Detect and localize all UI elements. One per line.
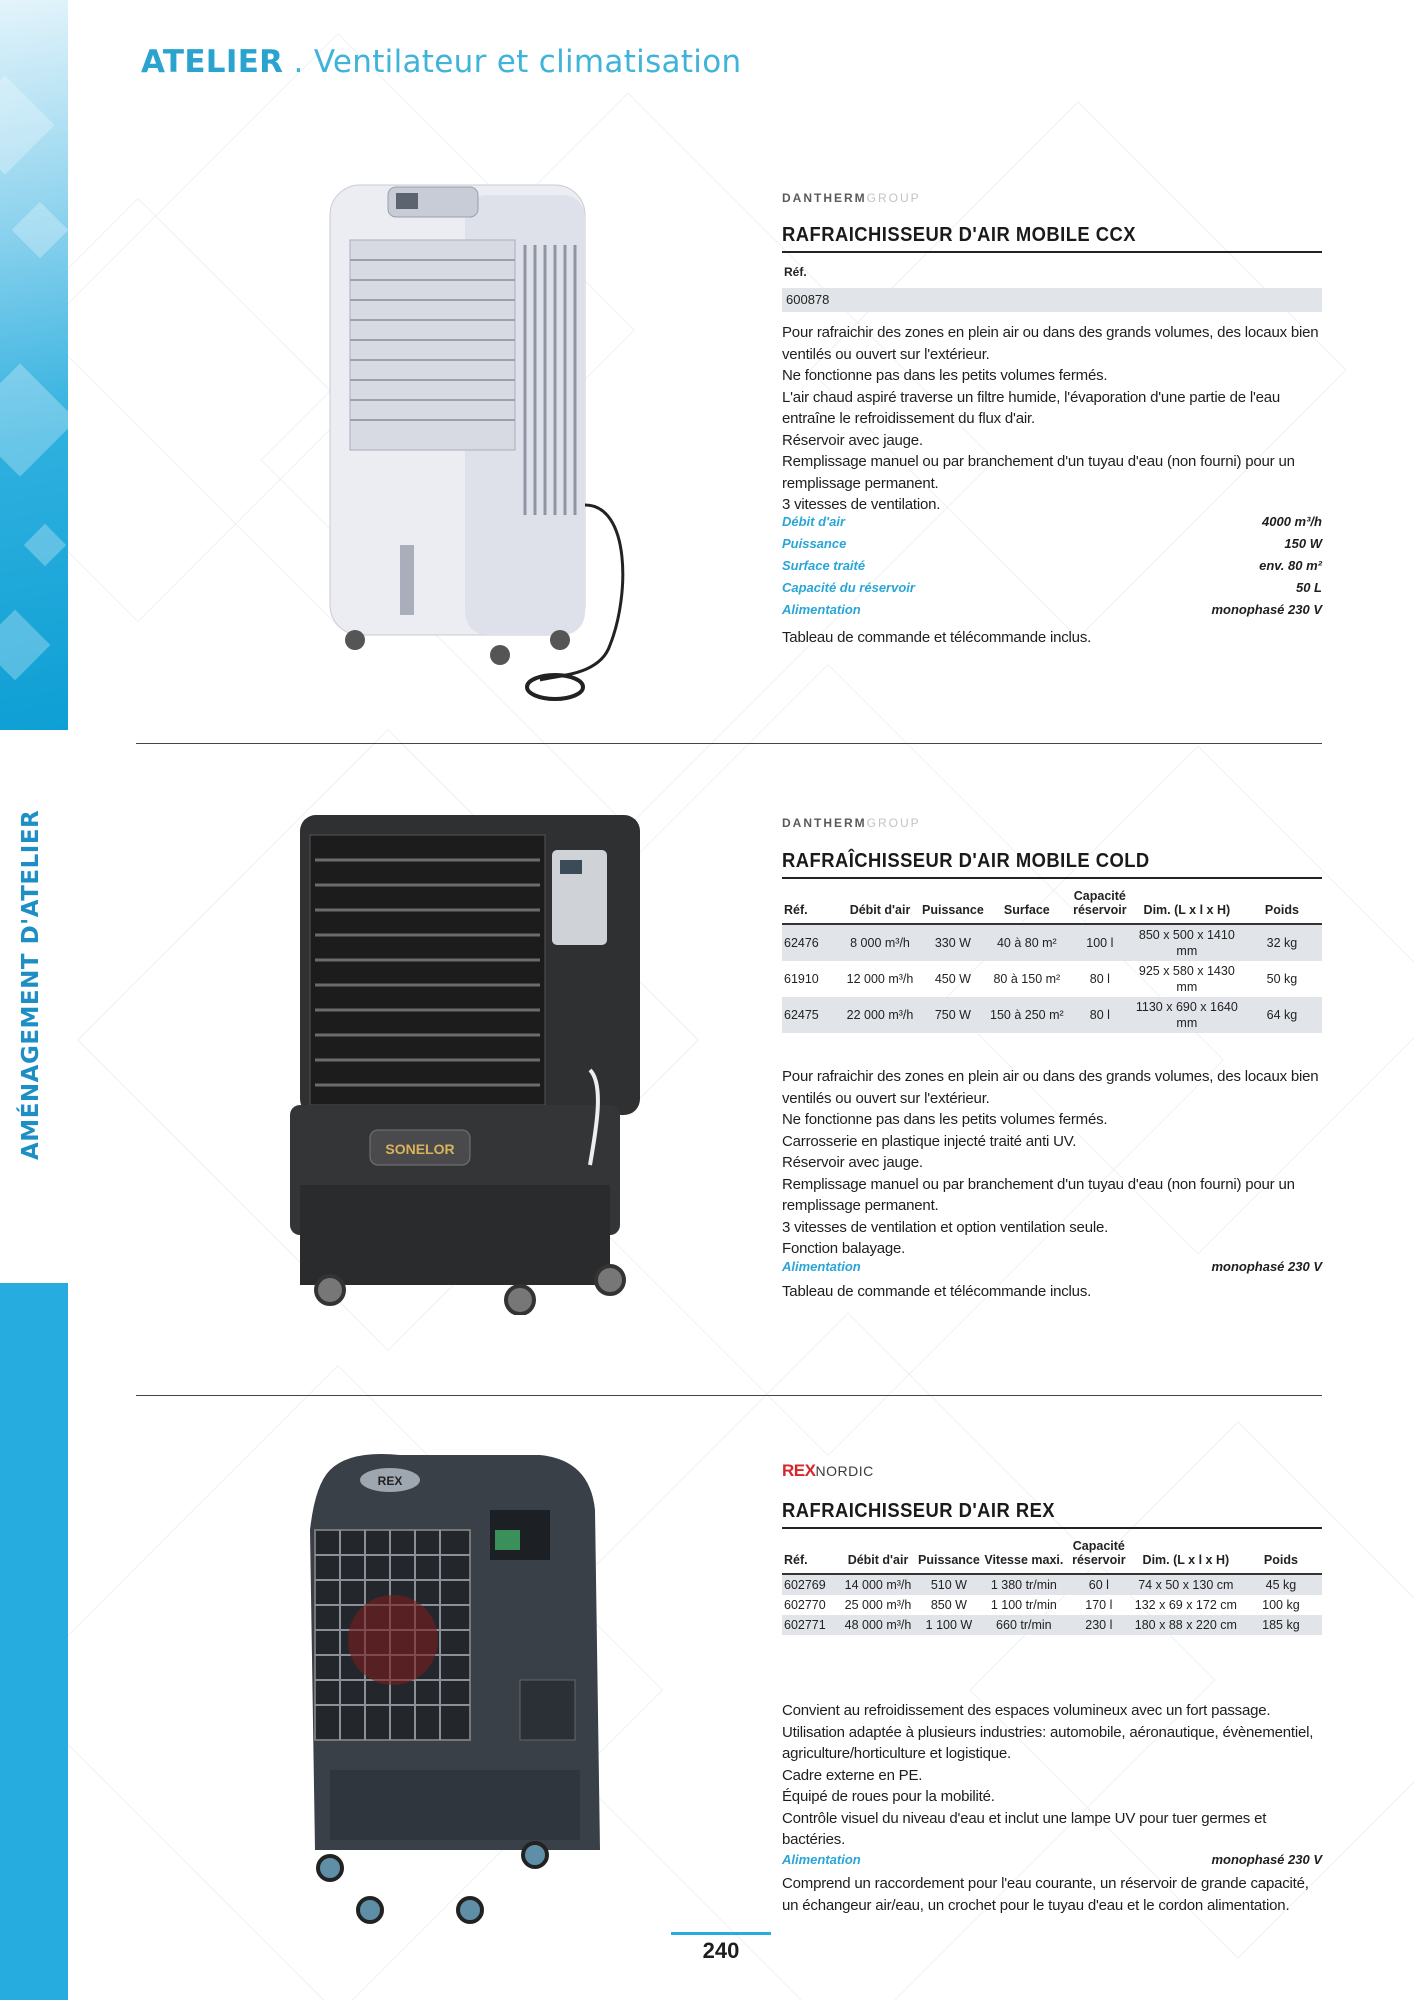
table-cell: 22 000 m³/h <box>846 1008 914 1022</box>
section-divider <box>136 743 1322 744</box>
product-image-cold <box>290 805 660 1315</box>
spec-key: Alimentation <box>782 1259 861 1274</box>
spec-key: Alimentation <box>782 602 861 617</box>
side-decoration-bottom <box>0 1283 68 2000</box>
table-cell: 602770 <box>784 1598 826 1612</box>
product-title-rex: RAFRAICHISSEUR D'AIR REX <box>782 1500 1056 1522</box>
section-divider <box>136 1395 1322 1396</box>
description-line: Fonction balayage. <box>782 1240 906 1257</box>
description-line: Pour rafraichir des zones en plein air ou dans des grands volumes, des locaux bien ventilés ou ouvert sur l'extérieur. <box>782 324 1319 363</box>
product-description-cold <box>782 1066 1322 1260</box>
table-header-row <box>782 885 1322 924</box>
brand-main: DANTHERM <box>782 191 867 205</box>
table-cell: 25 000 m³/h <box>844 1598 912 1612</box>
table-cell: 230 l <box>1085 1618 1113 1632</box>
spec-key: Surface traité <box>782 558 866 573</box>
description-line: 3 vitesses de ventilation. <box>782 496 941 513</box>
spec-value: 50 L <box>1295 580 1322 595</box>
column-header: Vitesse maxi. <box>984 1553 1064 1567</box>
title-underline <box>782 251 1322 253</box>
table-cell: 330 W <box>934 936 971 950</box>
table-cell: 60 l <box>1088 1578 1109 1592</box>
column-header: Réf. <box>784 1553 808 1567</box>
column-header: Capacité réservoir <box>1072 1539 1126 1567</box>
table-cell: 660 tr/min <box>996 1618 1052 1632</box>
column-header: Dim. (L x l x H) <box>1142 1553 1230 1567</box>
description-line: Cadre externe en PE. <box>782 1766 923 1784</box>
table-cell: 62475 <box>784 1008 819 1022</box>
product-image-rex <box>290 1450 620 1930</box>
table-row <box>782 961 1322 997</box>
table-row <box>782 997 1322 1033</box>
table-cell: 80 l <box>1089 1008 1110 1022</box>
brand-main: DANTHERM <box>782 816 867 830</box>
cold-image-logo: SONELOR <box>385 1141 455 1157</box>
table-cell: 45 kg <box>1265 1578 1297 1592</box>
table-cell: 850 x 500 x 1410 mm <box>1138 928 1235 958</box>
table-cell: 48 000 m³/h <box>844 1618 912 1632</box>
spec-value: 4000 m³/h <box>1262 514 1322 529</box>
table-cell: 100 kg <box>1262 1598 1300 1612</box>
page-header <box>141 44 741 80</box>
spec-key: Capacité du réservoir <box>782 580 915 595</box>
table-cell: 80 l <box>1089 972 1110 986</box>
table-cell: 150 à 250 m² <box>990 1008 1064 1022</box>
column-header: Débit d'air <box>847 1553 909 1567</box>
column-header: Poids <box>1264 903 1299 917</box>
description-line: Pour rafraichir des zones en plein air ou dans des grands volumes, des locaux bien ventilés ou ouvert sur l'extérieur. <box>782 1068 1319 1107</box>
spec-key: Débit d'air <box>782 514 846 529</box>
column-header: Poids <box>1263 1553 1298 1567</box>
table-cell: 14 000 m³/h <box>844 1578 912 1592</box>
table-cell: 1 100 W <box>925 1618 973 1632</box>
spec-list-rex <box>782 1852 1322 1874</box>
footer-note: Comprend un raccordement pour l'eau courante, un réservoir de grande capacité, un échangeur air/eau, un crochet pour le tuyau d'eau et le cordon alimentation. <box>782 1875 1309 1914</box>
table-row <box>782 1615 1322 1635</box>
product-description-rex <box>782 1700 1322 1851</box>
header-subtitle: Ventilateur et climatisation <box>313 44 742 80</box>
table-cell: 180 x 88 x 220 cm <box>1134 1618 1237 1632</box>
table-cell: 100 l <box>1086 936 1114 950</box>
table-cell: 50 kg <box>1266 972 1298 986</box>
table-cell: 602769 <box>784 1578 826 1592</box>
table-cell: 850 W <box>930 1598 967 1612</box>
column-header: Puissance <box>922 903 984 917</box>
table-cell: 32 kg <box>1266 936 1298 950</box>
table-cell: 750 W <box>934 1008 971 1022</box>
footer-note-rex <box>782 1873 1322 1916</box>
footer-note-cold <box>782 1281 1322 1303</box>
header-section: ATELIER <box>141 44 284 80</box>
table-cell: 170 l <box>1085 1598 1113 1612</box>
header-separator: . <box>283 44 314 80</box>
footer-note-ccx <box>782 627 1322 649</box>
description-line: Remplissage manuel ou par branchement d'un tuyau d'eau (non fourni) pour un remplissage permanent. <box>782 453 1295 492</box>
column-header: Débit d'air <box>849 903 911 917</box>
table-cell: 132 x 69 x 172 cm <box>1134 1598 1237 1612</box>
spec-row <box>782 580 1322 602</box>
description-line: 3 vitesses de ventilation et option ventilation seule. <box>782 1218 1109 1236</box>
ref-label: Réf. <box>784 265 807 279</box>
description-line: Carrosserie en plastique injecté traité anti UV. <box>782 1132 1077 1150</box>
column-header: Capacité réservoir <box>1073 889 1127 917</box>
spec-value: env. 80 m² <box>1259 558 1322 573</box>
description-line: Convient au refroidissement des espaces volumineux avec un fort passage. <box>782 1702 1271 1719</box>
spec-value: monophasé 230 V <box>1211 1259 1322 1274</box>
table-cell: 450 W <box>934 972 971 986</box>
column-header: Puissance <box>918 1553 980 1567</box>
brand-rexnordic <box>782 1461 874 1481</box>
table-cell: 1130 x 690 x 1640 mm <box>1135 1000 1238 1030</box>
table-cell: 40 à 80 m² <box>996 936 1057 950</box>
column-header: Réf. <box>784 903 808 917</box>
title-underline <box>782 877 1322 879</box>
brand-light: GROUP <box>866 816 921 830</box>
table-cell: 64 kg <box>1266 1008 1298 1022</box>
ref-value: 600878 <box>782 288 1322 312</box>
spec-row <box>782 558 1322 580</box>
description-line: Réservoir avec jauge. <box>782 1154 923 1171</box>
brand-dantherm <box>782 816 921 830</box>
product-table-rex <box>782 1535 1322 1635</box>
table-row <box>782 924 1322 961</box>
brand-dantherm <box>782 191 921 205</box>
table-row <box>782 1574 1322 1595</box>
table-cell: 62476 <box>784 936 819 950</box>
table-cell: 61910 <box>784 972 819 986</box>
column-header: Surface <box>1003 903 1050 917</box>
footer-note: Tableau de commande et télécommande inclus. <box>782 1283 1092 1300</box>
spec-row <box>782 602 1322 624</box>
spec-key: Alimentation <box>782 1852 861 1867</box>
spec-value: 150 W <box>1284 536 1322 551</box>
table-cell: 1 380 tr/min <box>990 1578 1057 1592</box>
table-cell: 925 x 580 x 1430 mm <box>1138 964 1235 994</box>
brand-light: NORDIC <box>815 1463 874 1479</box>
page-number-accent <box>671 1932 771 1935</box>
brand-light: GROUP <box>866 191 921 205</box>
description-line: Utilisation adaptée à plusieurs industries: automobile, aéronautique, évènementiel, agriculture/horticulture et logistique. <box>782 1723 1314 1762</box>
brand-main: REX <box>782 1461 816 1480</box>
description-line: Remplissage manuel ou par branchement d'un tuyau d'eau (non fourni) pour un remplissage permanent. <box>782 1175 1295 1214</box>
table-cell: 1 100 tr/min <box>990 1598 1057 1612</box>
spec-value: monophasé 230 V <box>1211 1852 1322 1867</box>
product-description-ccx <box>782 322 1322 516</box>
description-line: Contrôle visuel du niveau d'eau et inclut une lampe UV pour tuer germes et bactéries. <box>782 1809 1267 1848</box>
column-header: Dim. (L x l x H) <box>1143 903 1231 917</box>
section-side-label: AMÉNAGEMENT D'ATELIER <box>18 809 44 1160</box>
table-row <box>782 1595 1322 1615</box>
spec-row <box>782 1852 1322 1874</box>
rex-image-logo: REX <box>377 1474 403 1488</box>
spec-row <box>782 514 1322 536</box>
table-cell: 602771 <box>784 1618 826 1632</box>
side-decoration-top <box>0 0 68 730</box>
spec-key: Puissance <box>782 536 847 551</box>
description-line: Ne fonctionne pas dans les petits volumes fermés. <box>782 367 1108 384</box>
page-number: 240 <box>702 1938 740 1963</box>
spec-list-cold <box>782 1259 1322 1281</box>
description-line: Réservoir avec jauge. <box>782 431 923 449</box>
title-underline <box>782 1527 1322 1529</box>
table-header-row <box>782 1535 1322 1574</box>
description-line: Équipé de roues pour la mobilité. <box>782 1788 995 1805</box>
spec-row <box>782 1259 1322 1281</box>
product-image-ccx <box>310 175 640 715</box>
table-cell: 510 W <box>930 1578 967 1592</box>
description-line: Ne fonctionne pas dans les petits volumes fermés. <box>782 1111 1108 1128</box>
spec-list-ccx <box>782 514 1322 624</box>
spec-row <box>782 536 1322 558</box>
table-cell: 80 à 150 m² <box>993 972 1061 986</box>
description-line: L'air chaud aspiré traverse un filtre humide, l'évaporation d'une partie de l'eau entraîne le refroidissement du flux d'air. <box>782 388 1281 427</box>
table-cell: 12 000 m³/h <box>846 972 914 986</box>
product-title-ccx: RAFRAICHISSEUR D'AIR MOBILE CCX <box>782 224 1136 246</box>
product-title-cold: RAFRAÎCHISSEUR D'AIR MOBILE COLD <box>782 850 1150 872</box>
spec-value: monophasé 230 V <box>1211 602 1322 617</box>
footer-note: Tableau de commande et télécommande inclus. <box>782 629 1092 646</box>
table-cell: 185 kg <box>1262 1618 1300 1632</box>
table-cell: 74 x 50 x 130 cm <box>1138 1578 1234 1592</box>
product-table-cold <box>782 885 1322 1033</box>
table-cell: 8 000 m³/h <box>850 936 910 950</box>
